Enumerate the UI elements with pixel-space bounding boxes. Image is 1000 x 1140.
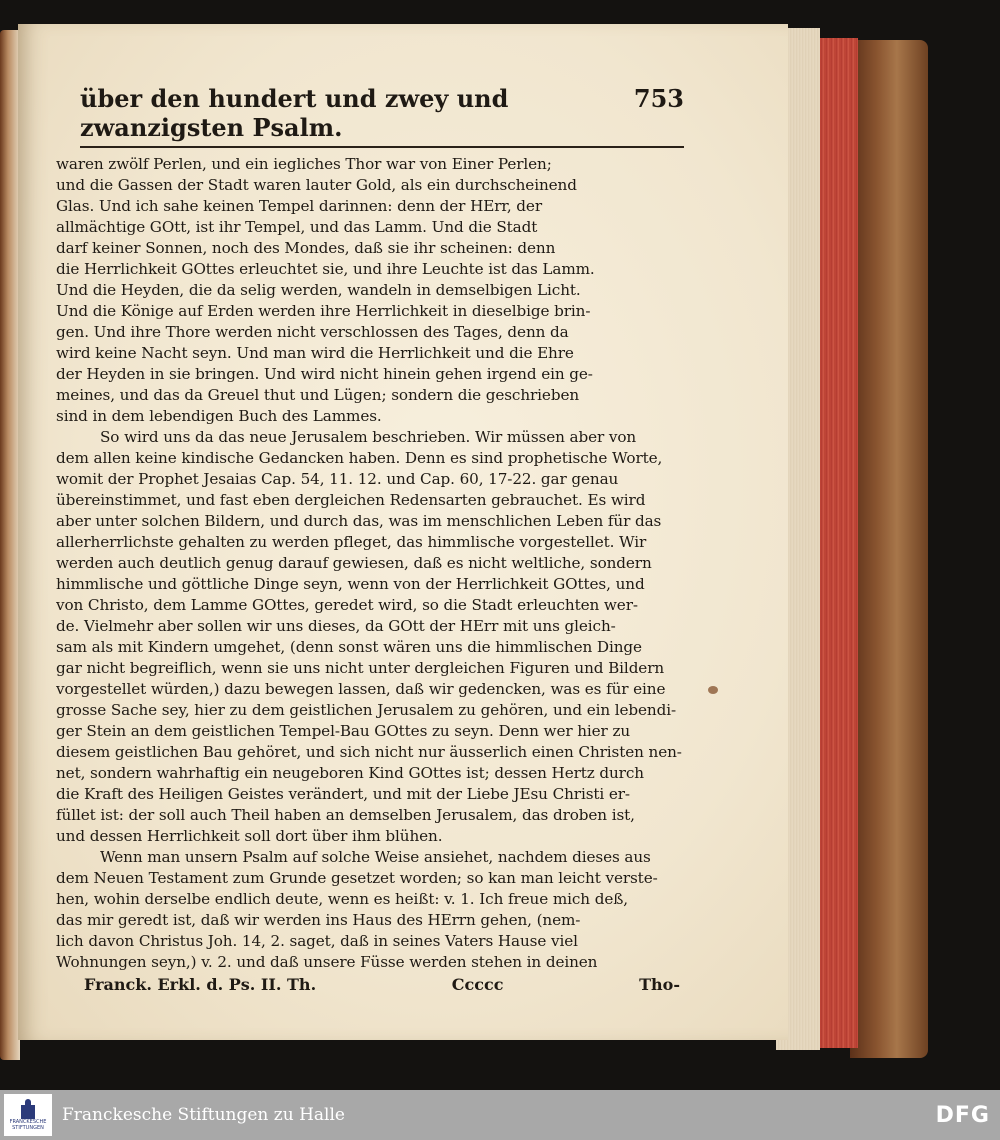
facing-page-edge (0, 30, 20, 1060)
viewer-footer-bar (0, 1090, 1000, 1140)
text-line: sind in dem lebendigen Buch des Lammes. (56, 407, 382, 425)
book-page (18, 24, 788, 1040)
ink-stain (708, 686, 718, 694)
running-head-title: über den hundert und zwey und zwanzigsten Psalm. (80, 84, 509, 142)
text-line: diesem geistlichen Bau gehöret, und sich nicht nur äusserlich einen Christen nen- (56, 743, 682, 761)
text-line: wird keine Nacht seyn. Und man wird die Herrlichkeit und die Ehre (56, 344, 574, 362)
text-line: himmlische und göttliche Dinge seyn, wenn von der Herrlichkeit GOttes, und (56, 575, 645, 593)
text-line: die Herrlichkeit GOttes erleuchtet sie, und ihre Leuchte ist das Lamm. (56, 260, 595, 278)
text-line: dem Neuen Testament zum Grunde gesetzet worden; so kan man leicht verste- (56, 869, 658, 887)
text-line: gar nicht begreiflich, wenn sie uns nicht unter dergleichen Figuren und Bildern (56, 659, 665, 677)
logo-caption (10, 1119, 47, 1131)
text-line: dem allen keine kindische Gedancken haben. Denn es sind prophetische Worte, (56, 449, 663, 467)
book-cover (850, 40, 928, 1058)
text-line: Wohnungen seyn,) v. 2. und daß unsere Füsse werden stehen in deinen (56, 953, 598, 971)
text-line: ger Stein an dem geistlichen Tempel-Bau GOttes zu seyn. Denn wer hier zu (56, 722, 631, 740)
text-line: de. Vielmehr aber sollen wir uns dieses, da GOtt der HErr mit uns gleich- (56, 617, 616, 635)
catchword: Tho- (639, 975, 680, 994)
text-line: übereinstimmet, und fast eben dergleichen Redensarten gebrauchet. Es wird (56, 491, 646, 509)
text-line: darf keiner Sonnen, noch des Mondes, daß sie ihr scheinen: denn (56, 239, 556, 257)
text-line: womit der Prophet Jesaias Cap. 54, 11. 12. und Cap. 60, 17-22. gar genau (56, 470, 619, 488)
orphanage-icon (19, 1099, 37, 1119)
body-text (56, 154, 684, 973)
text-line: das mir geredt ist, daß wir werden ins Haus des HErrn gehen, (nem- (56, 911, 581, 929)
text-line: von Christo, dem Lamme GOttes, geredet wird, so die Stadt erleuchten wer- (56, 596, 638, 614)
text-line: und dessen Herrlichkeit soll dort über ihm blühen. (56, 827, 443, 845)
text-line: gen. Und ihre Thore werden nicht verschlossen des Tages, denn da (56, 323, 569, 341)
signature-mark: Ccccc (451, 975, 504, 994)
text-line: werden auch deutlich genug darauf gewiesen, daß es nicht weltliche, sondern (56, 554, 652, 572)
text-line: und die Gassen der Stadt waren lauter Gold, als ein durchscheinend (56, 176, 577, 194)
running-header (80, 84, 684, 148)
text-line: lich davon Christus Joh. 14, 2. saget, daß in seines Vaters Hause viel (56, 932, 578, 950)
paragraph (56, 847, 684, 973)
text-line: hen, wohin derselbe endlich deute, wenn es heißt: v. 1. Ich freue mich deß, (56, 890, 628, 908)
logo-text-line2: STIFTUNGEN (12, 1125, 44, 1131)
institution-name[interactable]: Franckesche Stiftungen zu Halle (62, 1105, 345, 1125)
text-line: meines, und das da Greuel thut und Lügen; sondern die geschrieben (56, 386, 580, 404)
text-line: vorgestellet würden,) dazu bewegen lassen, daß wir gedencken, was es für eine (56, 680, 666, 698)
logo-text-line1: FRANCKESCHE (9, 1119, 47, 1125)
text-line: füllet ist: der soll auch Theil haben an demselben Jerusalem, das droben ist, (56, 806, 635, 824)
text-line: net, sondern wahrhaftig ein neugeboren Kind GOttes ist; dessen Hertz durch (56, 764, 644, 782)
dfg-logo[interactable]: DFG (935, 1102, 990, 1128)
text-line: Wenn man unsern Psalm auf solche Weise ansiehet, nachdem dieses aus (100, 848, 651, 866)
text-line: Und die Könige auf Erden werden ihre Herrlichkeit in dieselbige brin- (56, 302, 591, 320)
page-content (56, 84, 684, 994)
text-line: Und die Heyden, die da selig werden, wandeln in demselbigen Licht. (56, 281, 581, 299)
text-line: So wird uns da das neue Jerusalem beschrieben. Wir müssen aber von (100, 428, 637, 446)
institution-logo[interactable] (4, 1094, 52, 1136)
paragraph (56, 154, 684, 427)
text-line: allmächtige GOtt, ist ihr Tempel, und das Lamm. Und die Stadt (56, 218, 538, 236)
text-line: Glas. Und ich sahe keinen Tempel darinnen: denn der HErr, der (56, 197, 542, 215)
text-line: die Kraft des Heiligen Geistes verändert, und mit der Liebe JEsu Christi er- (56, 785, 630, 803)
text-line: sam als mit Kindern umgehet, (denn sonst wären uns die himmlischen Dinge (56, 638, 642, 656)
text-line: allerherrlichste gehalten zu werden pfleget, das himmlische vorgestellet. Wir (56, 533, 647, 551)
text-line: waren zwölf Perlen, und ein iegliches Thor war von Einer Perlen; (56, 155, 552, 173)
page-number: 753 (633, 84, 684, 113)
paragraph (56, 427, 684, 847)
text-line: grosse Sache sey, hier zu dem geistlichen Jerusalem zu gehören, und ein lebendi- (56, 701, 677, 719)
text-line: aber unter solchen Bildern, und durch das, was im menschlichen Leben für das (56, 512, 662, 530)
text-line: der Heyden in sie bringen. Und wird nicht hinein gehen irgend ein ge- (56, 365, 593, 383)
page-footer (56, 975, 684, 994)
signature-left: Franck. Erkl. d. Ps. II. Th. (84, 975, 317, 994)
